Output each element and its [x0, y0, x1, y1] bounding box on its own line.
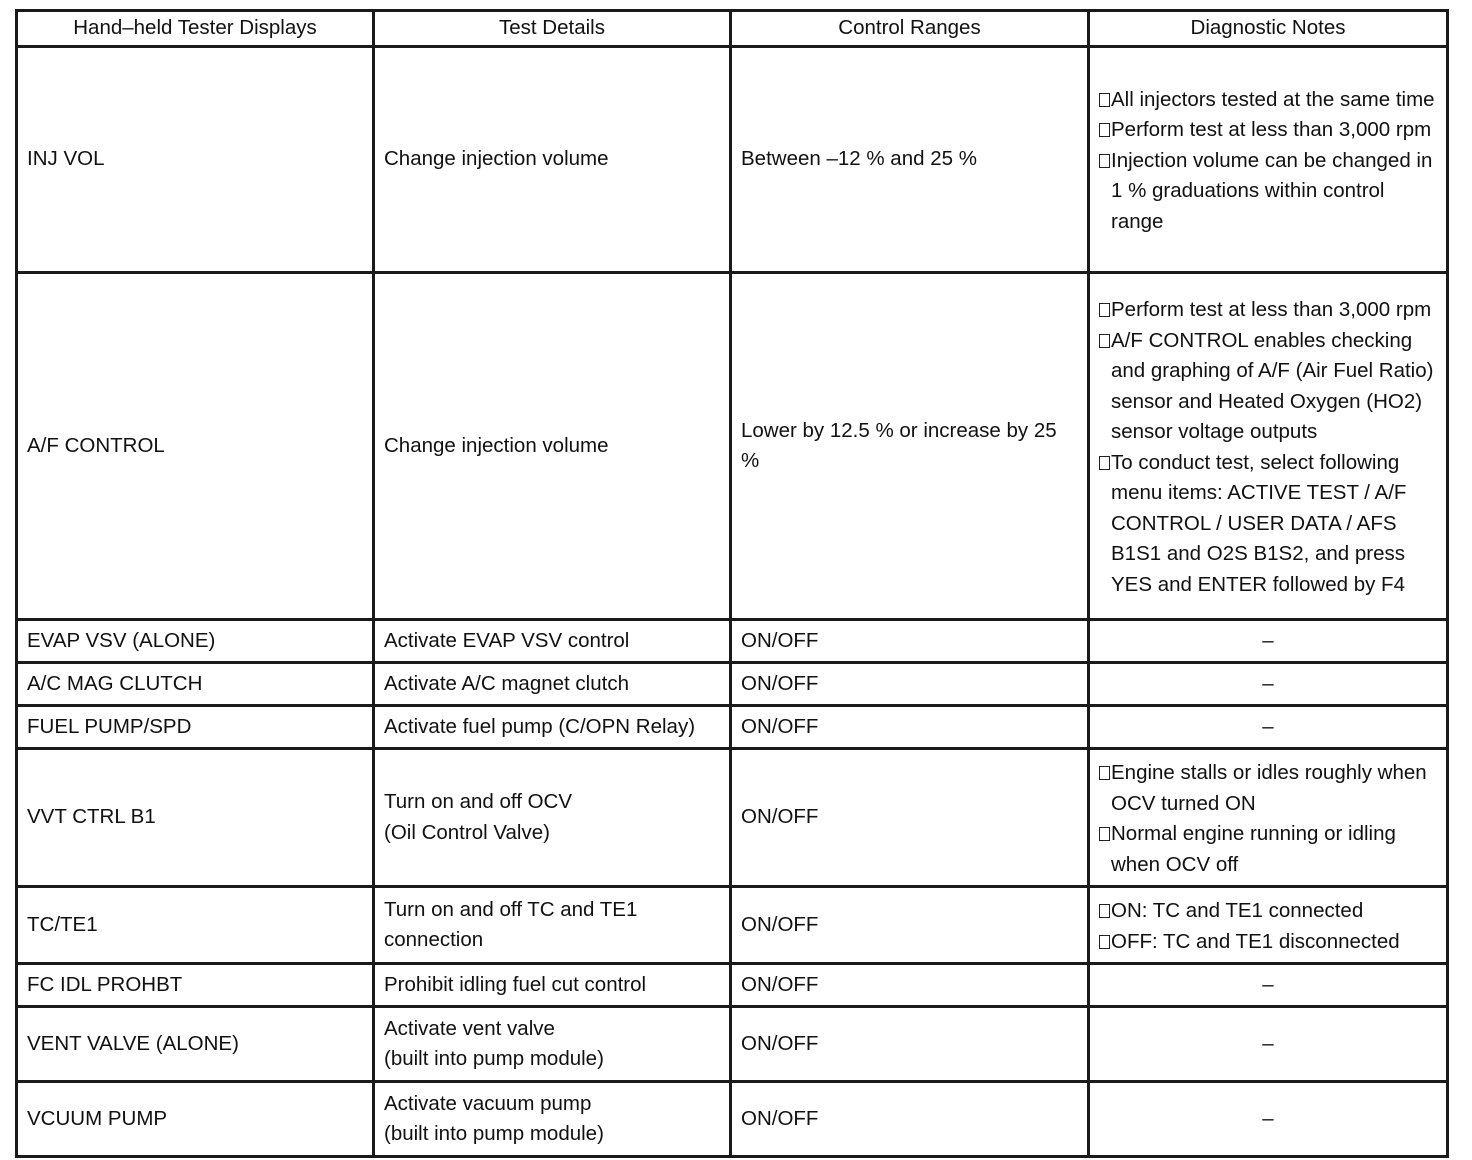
- notes-cell: [1089, 47, 1448, 273]
- header-displays: Hand–held Tester Displays: [17, 11, 374, 47]
- header-row: [17, 11, 1448, 47]
- note-item: Engine stalls or idles roughly when OCV turned ON: [1099, 758, 1439, 819]
- table-row: [17, 1082, 1448, 1157]
- details-cell: Turn on and off OCV (Oil Control Valve): [374, 749, 731, 887]
- display-cell: EVAP VSV (ALONE): [17, 620, 374, 663]
- range-cell: ON/OFF: [731, 706, 1089, 749]
- details-cell: Activate EVAP VSV control: [374, 620, 731, 663]
- details-cell: Turn on and off TC and TE1 connection: [374, 887, 731, 964]
- display-cell: FUEL PUMP/SPD: [17, 706, 374, 749]
- header-notes: Diagnostic Notes: [1089, 11, 1448, 47]
- header-details: Test Details: [374, 11, 731, 47]
- table-row: [17, 663, 1448, 706]
- details-cell: Activate vent valve (built into pump module): [374, 1007, 731, 1082]
- notes-dash-cell: –: [1089, 663, 1448, 706]
- table-row: [17, 749, 1448, 887]
- checkbox-bullet-icon: [1099, 456, 1110, 470]
- table-row: [17, 706, 1448, 749]
- checkbox-bullet-icon: [1099, 303, 1110, 317]
- display-cell: A/F CONTROL: [17, 273, 374, 620]
- range-cell: ON/OFF: [731, 887, 1089, 964]
- checkbox-bullet-icon: [1099, 123, 1110, 137]
- checkbox-bullet-icon: [1099, 904, 1110, 918]
- display-cell: VVT CTRL B1: [17, 749, 374, 887]
- details-cell: Activate fuel pump (C/OPN Relay): [374, 706, 731, 749]
- note-item: Perform test at less than 3,000 rpm: [1099, 295, 1439, 326]
- notes-cell: [1089, 887, 1448, 964]
- table-row: [17, 47, 1448, 273]
- details-cell: Change injection volume: [374, 273, 731, 620]
- notes-cell: [1089, 273, 1448, 620]
- note-item: Normal engine running or idling when OCV off: [1099, 819, 1439, 880]
- table-row: [17, 1007, 1448, 1082]
- note-item: Injection volume can be changed in 1 % graduations within control range: [1099, 146, 1439, 238]
- details-cell: Activate A/C magnet clutch: [374, 663, 731, 706]
- notes-dash-cell: –: [1089, 620, 1448, 663]
- checkbox-bullet-icon: [1099, 154, 1110, 168]
- display-cell: VENT VALVE (ALONE): [17, 1007, 374, 1082]
- range-cell: Between –12 % and 25 %: [731, 47, 1089, 273]
- note-item: Perform test at less than 3,000 rpm: [1099, 115, 1439, 146]
- checkbox-bullet-icon: [1099, 935, 1110, 949]
- note-item: A/F CONTROL enables checking and graphing of A/F (Air Fuel Ratio) sensor and Heated Oxygen (HO2) sensor voltage outputs: [1099, 326, 1439, 448]
- details-cell: Activate vacuum pump (built into pump module): [374, 1082, 731, 1157]
- table-row: [17, 273, 1448, 620]
- notes-dash-cell: –: [1089, 964, 1448, 1007]
- notes-dash-cell: –: [1089, 1082, 1448, 1157]
- note-item: OFF: TC and TE1 disconnected: [1099, 927, 1439, 958]
- checkbox-bullet-icon: [1099, 93, 1110, 107]
- table-row: [17, 887, 1448, 964]
- header-ranges: Control Ranges: [731, 11, 1089, 47]
- note-item: To conduct test, select following menu items: ACTIVE TEST / A/F CONTROL / USER DATA / AFS B1S1 and O2S B1S2, and press YES and ENTER followed by F4: [1099, 448, 1439, 601]
- range-cell: ON/OFF: [731, 749, 1089, 887]
- display-cell: A/C MAG CLUTCH: [17, 663, 374, 706]
- display-cell: VCUUM PUMP: [17, 1082, 374, 1157]
- checkbox-bullet-icon: [1099, 334, 1110, 348]
- details-cell: Prohibit idling fuel cut control: [374, 964, 731, 1007]
- range-cell: ON/OFF: [731, 1082, 1089, 1157]
- checkbox-bullet-icon: [1099, 766, 1110, 780]
- checkbox-bullet-icon: [1099, 827, 1110, 841]
- notes-cell: [1089, 749, 1448, 887]
- table-row: [17, 620, 1448, 663]
- note-item: ON: TC and TE1 connected: [1099, 896, 1439, 927]
- range-cell: ON/OFF: [731, 964, 1089, 1007]
- range-cell: ON/OFF: [731, 663, 1089, 706]
- range-cell: ON/OFF: [731, 1007, 1089, 1082]
- active-test-table: [15, 9, 1449, 1158]
- note-item: All injectors tested at the same time: [1099, 85, 1439, 116]
- notes-dash-cell: –: [1089, 1007, 1448, 1082]
- display-cell: FC IDL PROHBT: [17, 964, 374, 1007]
- display-cell: TC/TE1: [17, 887, 374, 964]
- table-row: [17, 964, 1448, 1007]
- range-cell: Lower by 12.5 % or increase by 25 %: [731, 273, 1089, 620]
- notes-dash-cell: –: [1089, 706, 1448, 749]
- display-cell: INJ VOL: [17, 47, 374, 273]
- details-cell: Change injection volume: [374, 47, 731, 273]
- range-cell: ON/OFF: [731, 620, 1089, 663]
